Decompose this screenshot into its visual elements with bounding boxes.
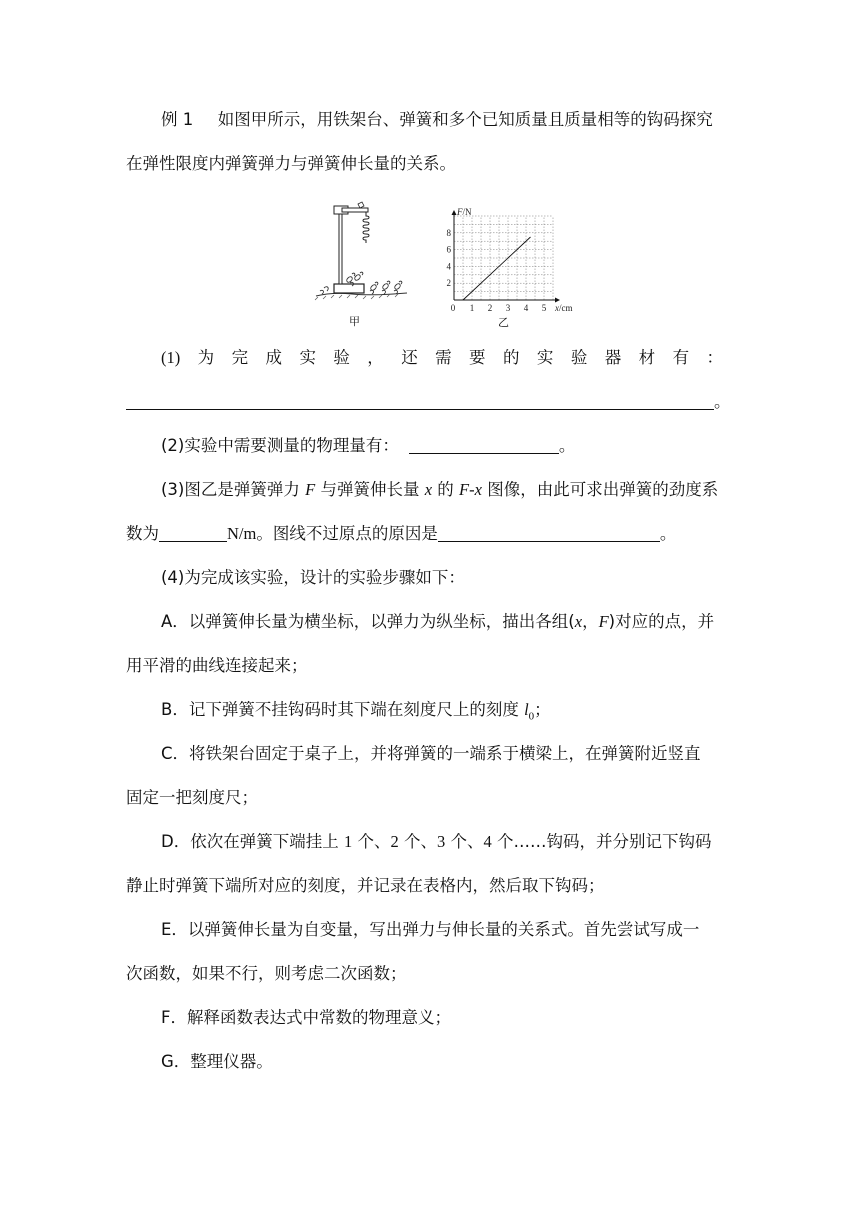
chart-axes — [452, 210, 561, 303]
y-tick-label: 6 — [446, 244, 451, 255]
y-axis-label: F/N — [457, 207, 472, 217]
y-axis-arrow — [452, 210, 457, 215]
step-b-post: ； — [534, 700, 551, 719]
step-d-n2: 2 — [390, 832, 399, 851]
origin-label: 0 — [450, 303, 456, 313]
q1-char: 还 — [401, 348, 418, 367]
hook-weights — [320, 272, 402, 294]
step-g: G．整理仪器。 — [161, 1052, 273, 1071]
step-d-t3: 个、 — [445, 832, 484, 851]
x-tick-label: 5 — [541, 303, 547, 313]
q1-char: 的 — [502, 348, 520, 367]
q1-answer-blank[interactable] — [126, 391, 714, 410]
example-intro-line1 — [161, 108, 713, 132]
y-tick-label: 2 — [446, 278, 451, 289]
step-d-t1: 个、 — [352, 832, 391, 851]
x-tick-label: 2 — [487, 303, 493, 313]
q3-reason-blank[interactable] — [438, 523, 660, 542]
step-b-sub: 0 — [528, 710, 535, 723]
q3-text-d: 图像，由此可求出弹簧的劲度系 — [481, 480, 719, 499]
step-d-n3: 3 — [436, 832, 446, 851]
step-c-line2: 固定一把刻度尺； — [126, 788, 258, 807]
step-a-pre: A．以弹簧伸长量为横坐标，以弹力为纵坐标，描出各组( — [161, 612, 575, 631]
step-a-post: )对应的点，并 — [608, 612, 715, 631]
q1-char: 材 — [638, 348, 656, 367]
x-tick-label: 1 — [469, 303, 475, 313]
question-1-answer-line — [126, 390, 731, 414]
apparatus-figure — [312, 196, 412, 306]
question-4: (4)为完成该实验，设计的实验步骤如下： — [161, 568, 465, 587]
series-line — [463, 237, 531, 300]
q3-k-blank[interactable] — [159, 523, 227, 542]
step-b-pre: B．记下弹簧不挂钩码时其下端在刻度尺上的刻度 — [161, 700, 525, 719]
y-tick-label: 4 — [446, 261, 451, 272]
step-d-line1 — [161, 830, 711, 854]
step-a-line2: 用平滑的曲线连接起来； — [126, 656, 308, 675]
q3-text-e: 数为 — [126, 524, 159, 543]
q3-text-c: 的 — [432, 480, 460, 499]
q3-end: 。 — [659, 524, 677, 543]
q3-unit: N/m — [227, 524, 257, 543]
step-f: F．解释函数表达式中常数的物理意义； — [161, 1008, 451, 1027]
q3-var-f: F — [305, 480, 316, 499]
x-axis-arrow — [555, 298, 560, 303]
question-1 — [161, 346, 723, 370]
stand-base — [334, 284, 364, 293]
q2-text: (2)实验中需要测量的物理量有： — [161, 436, 399, 455]
step-d-t2: 个、 — [398, 832, 437, 851]
step-e-line2: 次函数，如果不行，则考虑二次函数； — [126, 964, 407, 983]
example-intro-text: 如图甲所示，用铁架台、弹簧和多个已知质量且质量相等的钩码探究 — [217, 110, 713, 129]
step-d-n4: 4 — [483, 832, 492, 851]
step-a-line1 — [161, 610, 714, 634]
q1-char: 为 — [197, 348, 215, 367]
question-2 — [161, 434, 575, 458]
figure-right-caption: 乙 — [498, 316, 509, 329]
x-tick-label: 4 — [523, 303, 529, 313]
q1-char: (1) — [161, 348, 181, 367]
step-d-n1: 1 — [343, 832, 353, 851]
q1-char: 要 — [469, 348, 486, 367]
q3-text-b: 与弹簧伸长量 — [315, 480, 425, 499]
spring — [363, 212, 369, 243]
step-d-pre: D．依次在弹簧下端挂上 — [161, 832, 344, 851]
figure-left-caption: 甲 — [349, 315, 360, 328]
q1-char: 验 — [570, 348, 588, 367]
example-label: 例 1 — [161, 110, 194, 129]
q3-var-x: x — [424, 480, 433, 499]
q3-fx: F-x — [459, 480, 482, 499]
example-intro-line2: 在弹性限度内弹簧弹力与弹簧伸长量的关系。 — [126, 154, 456, 173]
q1-char: 实 — [536, 348, 554, 367]
step-d-line2: 静止时弹簧下端所对应的刻度，并记录在表格内，然后取下钩码； — [126, 876, 605, 895]
step-c-line1: C．将铁架台固定于桌子上，并将弹簧的一端系于横梁上，在弹簧附近竖直 — [161, 744, 701, 763]
step-a-var-f: F — [598, 612, 609, 631]
q2-end: 。 — [558, 436, 576, 455]
stand-beam — [342, 208, 368, 212]
q1-char: 需 — [435, 348, 452, 367]
chart-grid — [454, 216, 553, 300]
y-tick-label: 8 — [446, 227, 451, 238]
stand-rod — [339, 206, 342, 284]
q2-answer-blank[interactable] — [409, 435, 559, 454]
step-a-var-x: x — [574, 612, 583, 631]
q1-char: 验 — [333, 348, 350, 367]
x-axis-label: x/cm — [555, 303, 573, 313]
q1-char: 完 — [231, 348, 249, 367]
q3-text-f: 。图线不过原点的原因是 — [256, 524, 438, 543]
q1-end: 。 — [714, 392, 731, 411]
question-3-line2 — [126, 522, 676, 546]
q1-char: 有 — [672, 348, 690, 367]
q3-text-a: (3)图乙是弹簧弹力 — [161, 480, 306, 499]
q1-char: ， — [367, 348, 384, 367]
step-d-post: 个……钩码，并分别记下钩码 — [491, 832, 712, 851]
q1-char: 实 — [299, 348, 316, 367]
x-tick-label: 3 — [505, 303, 511, 313]
q1-char: 成 — [265, 348, 283, 367]
q1-char: 器 — [604, 348, 622, 367]
q1-char: ： — [706, 348, 723, 367]
fx-chart — [440, 190, 585, 322]
step-b-var: l — [524, 700, 529, 719]
step-e-line1: E．以弹簧伸长量为自变量，写出弹力与伸长量的关系式。首先尝试写成一 — [161, 920, 700, 939]
step-a-sep: ， — [582, 612, 599, 631]
step-b — [161, 698, 551, 728]
question-3-line1 — [161, 478, 718, 502]
